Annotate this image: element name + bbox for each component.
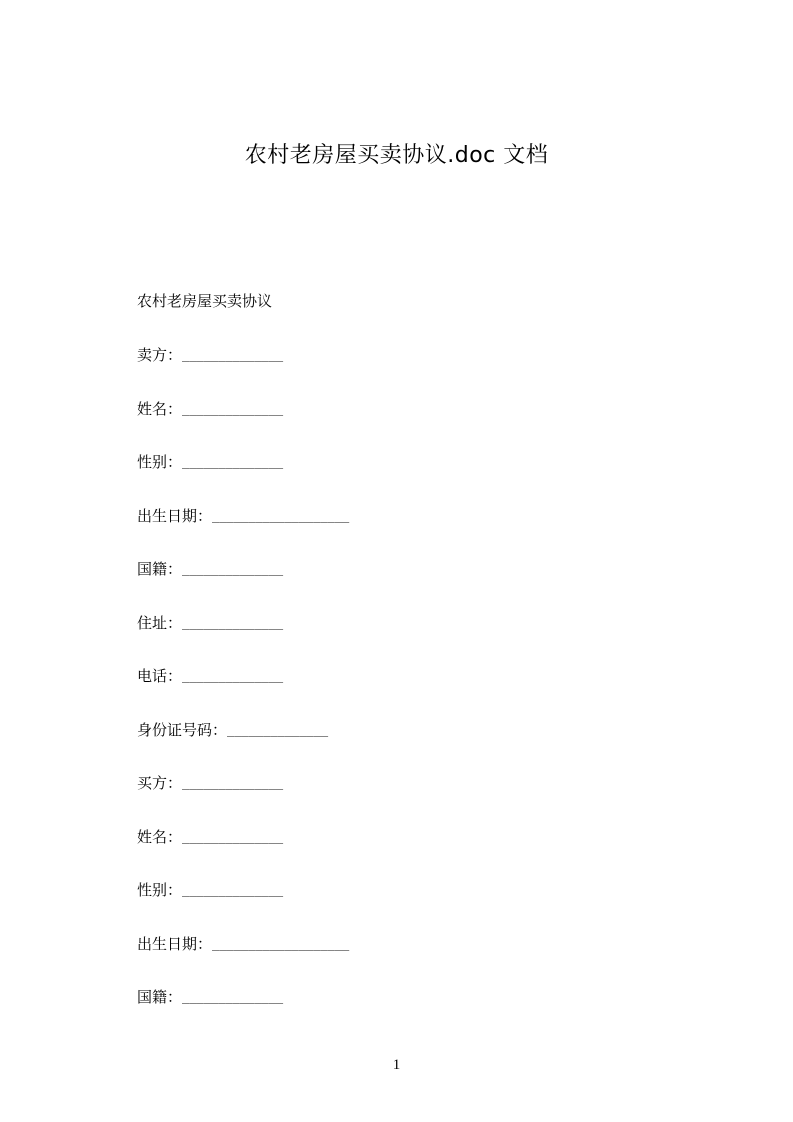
field-row-seller-phone <box>137 665 349 719</box>
field-label: 卖方： <box>137 346 183 364</box>
field-row-seller-id-number <box>137 719 349 773</box>
field-row-seller-gender <box>137 451 349 505</box>
field-label: 出生日期： <box>137 934 213 953</box>
field-blank-line: ___________________ <box>212 508 350 523</box>
field-blank-line: ______________ <box>182 401 284 416</box>
field-label: 电话： <box>137 667 183 685</box>
field-label: 国籍： <box>137 560 183 578</box>
field-blank-line: ______________ <box>182 883 284 897</box>
field-row-buyer-gender <box>137 879 349 933</box>
field-row-buyer-birthdate <box>137 933 349 987</box>
field-label: 性别： <box>137 881 183 899</box>
field-label: 住址： <box>137 613 183 632</box>
field-blank-line: ______________ <box>182 455 284 469</box>
field-blank-line: ______________ <box>227 722 329 737</box>
field-blank-line: ______________ <box>182 669 284 683</box>
form-field-list <box>137 344 349 1040</box>
agreement-heading: 农村老房屋买卖协议 <box>137 292 273 310</box>
field-row-buyer-nationality <box>137 986 349 1040</box>
field-label: 出生日期： <box>137 506 213 525</box>
field-row-buyer-name <box>137 826 349 880</box>
field-row-seller-name <box>137 398 349 452</box>
field-row-buyer <box>137 772 349 826</box>
field-label: 身份证号码： <box>137 720 228 739</box>
field-label: 买方： <box>137 774 183 792</box>
field-blank-line: ______________ <box>182 562 284 576</box>
page-number: 1 <box>392 1057 401 1073</box>
field-blank-line: ______________ <box>182 615 284 630</box>
field-blank-line: ______________ <box>182 990 284 1004</box>
field-label: 国籍： <box>137 988 183 1006</box>
field-row-seller-nationality <box>137 558 349 612</box>
document-title: 农村老房屋买卖协议.doc 文档 <box>244 143 549 168</box>
field-blank-line: ______________ <box>182 829 284 844</box>
field-row-seller <box>137 344 349 398</box>
field-label: 性别： <box>137 453 183 471</box>
field-label: 姓名： <box>137 827 183 846</box>
field-blank-line: ___________________ <box>212 936 350 951</box>
field-row-seller-address <box>137 612 349 666</box>
field-blank-line: ______________ <box>182 776 284 790</box>
field-row-seller-birthdate <box>137 505 349 559</box>
field-label: 姓名： <box>137 399 183 418</box>
field-blank-line: ______________ <box>182 348 284 362</box>
